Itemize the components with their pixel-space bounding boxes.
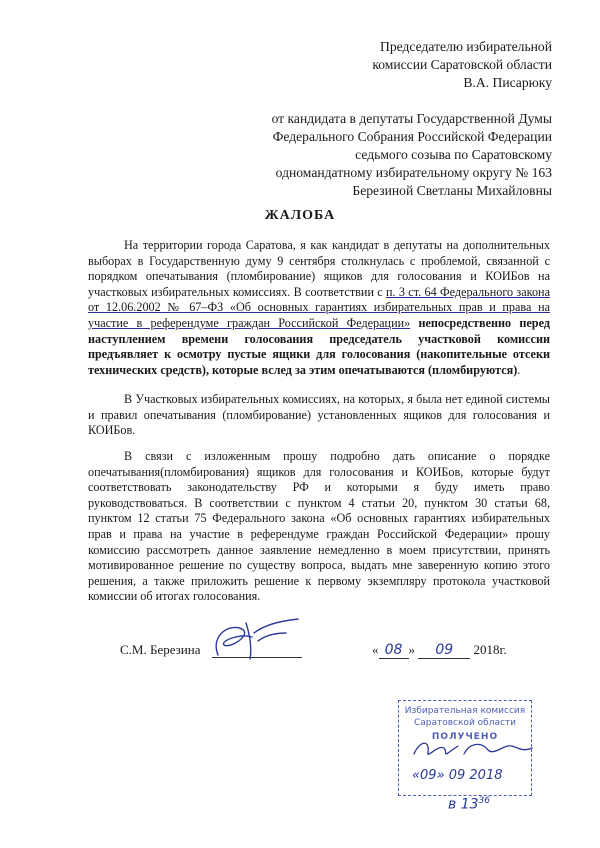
sender-line: Березиной Светланы Михайловны — [352, 183, 552, 198]
p1-end: . — [517, 362, 521, 377]
p1-bold-text: непосредственно перед наступлением времени голосования председатель участковой комиссии предъявляет к осмотру пустые ящики для голосования (накопительные отсеки технических средств), которые вслед за этим опечатываются (пломбируются) — [88, 315, 550, 377]
date-quote-open: « — [372, 642, 379, 657]
stamp-date: «09» 09 2018 — [412, 768, 503, 783]
p3-text: В связи с изложенным прошу подробно дать описание о порядке опечатывания(пломбирования) ящиков для голосования и КОИБов, которые будут соответствовать законодательству РФ и которыми я буду иметь право руководствоваться. В соответствии с пунктом 4 статьи 20, пунктом 30 статьи 68, пунктом 12 статьи 75 Федерального закона «Об основных гарантиях избирательных прав и права на участие в референдуме граждан Российской Федерации» прошу комиссию рассмотреть данное заявление немедленно в моем присутствии, принять мотивированное решение по существу вопроса, выдать мне заверенную копию этого решения, а также приложить решение к первому экземпляру протокола участковой комиссии об итогах голосования. — [88, 449, 550, 604]
date-year: 2018г. — [473, 642, 507, 657]
sender-line: седьмого созыва по Саратовскому — [355, 147, 552, 162]
date-day: 08 — [379, 642, 409, 659]
stamp-time — [448, 796, 490, 813]
stamp-org-line: Избирательная комиссия — [404, 706, 526, 716]
handwritten-signature-icon — [200, 615, 310, 667]
p1-text: На территории города Саратова, я как кандидат в депутаты на дополнительных выборах в Государственную думу 9 сентября столкнулась с проблемой, связанной с порядком опечатывания (пломбирование) ящиков для голосования и КОИБов на участковых избирательных комиссиях. В соответствии с — [88, 238, 550, 299]
stamp-org-line: Саратовской области — [413, 718, 517, 728]
date-month: 09 — [418, 642, 470, 659]
addressee-line: комиссии Саратовской области — [372, 57, 552, 72]
document-title: ЖАЛОБА — [264, 208, 336, 223]
stamp-received: ПОЛУЧЕНО — [431, 732, 499, 742]
paragraph-1 — [88, 238, 550, 378]
paragraph-3 — [88, 449, 550, 605]
addressee-line: Председателю избирательной — [380, 39, 552, 54]
sender-line: Федерального Собрания Российской Федерации — [272, 129, 552, 144]
date-quote-close: » — [408, 642, 415, 657]
signature-date — [372, 642, 507, 659]
sender-line: от кандидата в депутаты Государственной Думы — [271, 111, 552, 126]
p2-text: В Участковых избирательных комиссиях, на которых, я была нет единой системы и правил опечатывания (пломбирование) установленных ящиков для голосования и КОИБов. — [88, 392, 550, 438]
stamp-signature-icon — [408, 734, 538, 764]
addressee-block — [372, 38, 552, 92]
sender-block — [272, 110, 552, 200]
sender-line: одномандатному избирательному округу № 163 — [275, 165, 552, 180]
paragraph-2 — [88, 392, 550, 439]
law-reference: п. 3 ст. 64 Федерального закона от 12.06.2002 № 67–ФЗ «Об основных гарантиях избирательных прав и права на участие в референдуме граждан Российской Федерации» — [88, 284, 550, 330]
addressee-line: В.А. Писарюку — [463, 75, 552, 90]
stamp-time-hour: в 13 — [448, 796, 479, 813]
signer-name: С.М. Березина — [120, 642, 201, 657]
stamp-time-minutes: 36 — [478, 796, 490, 806]
